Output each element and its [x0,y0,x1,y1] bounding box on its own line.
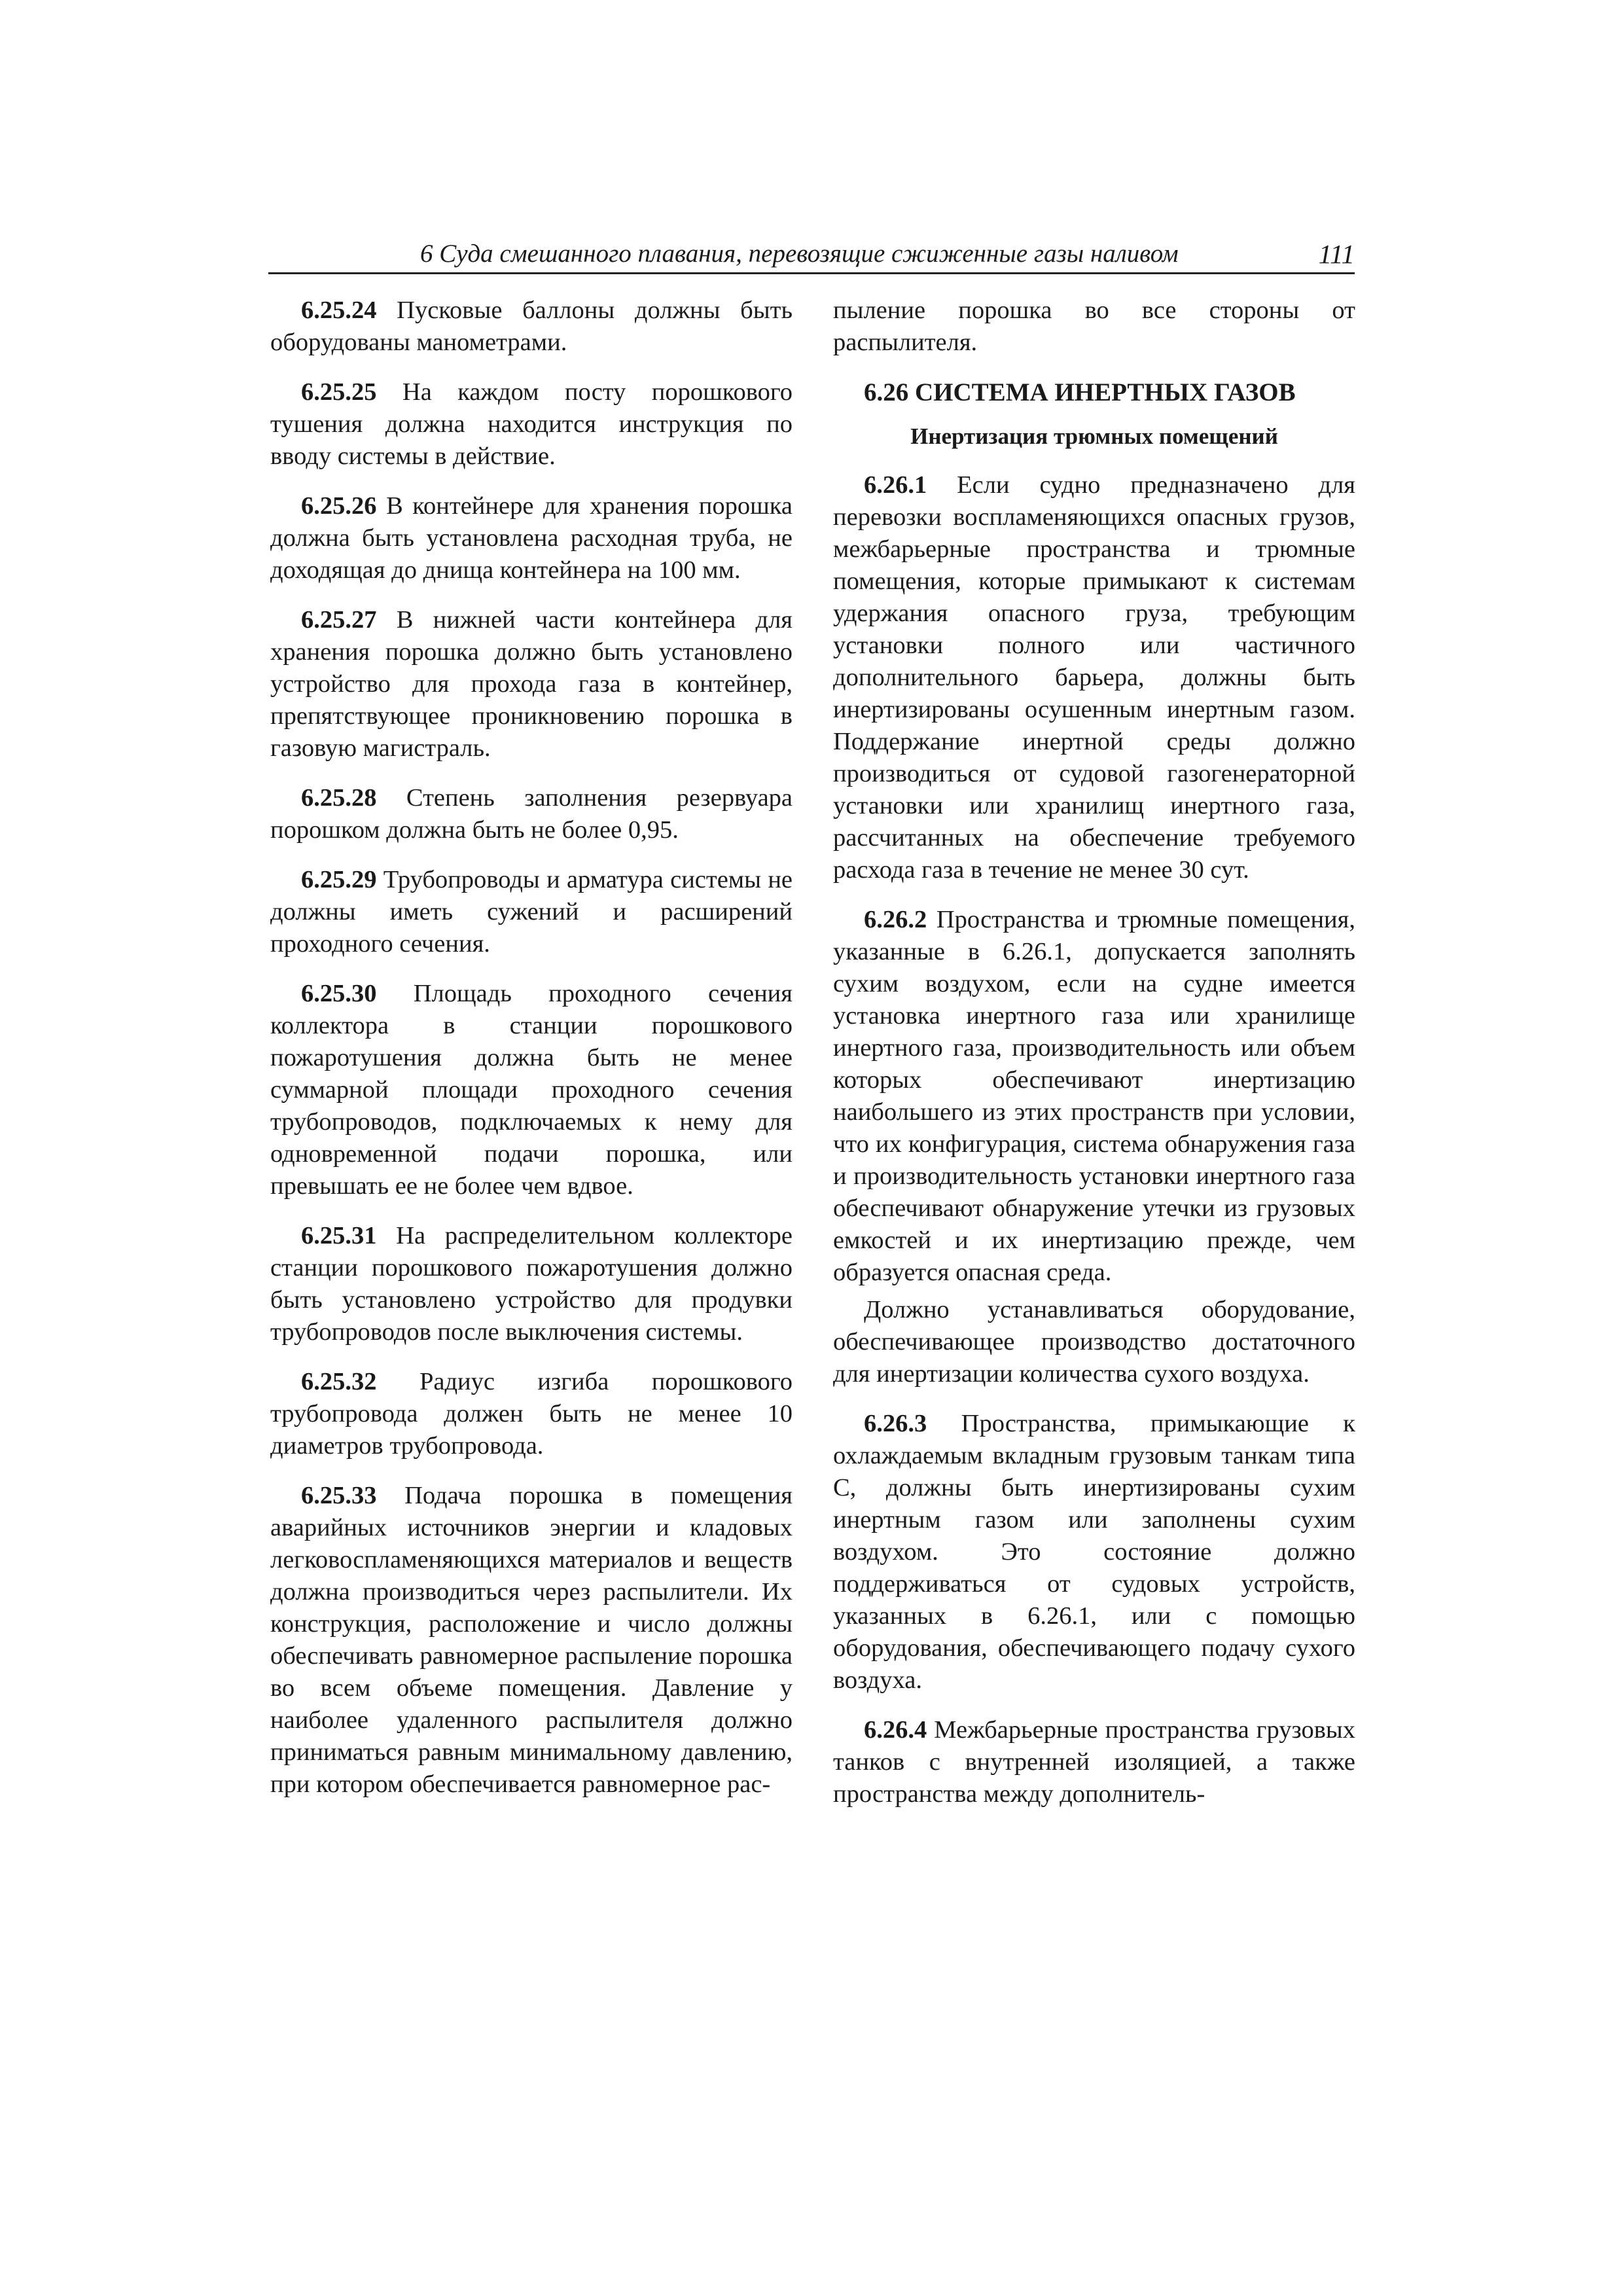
subsection-title: Инертизация трюмных помещений [910,423,1278,449]
paragraph [270,864,793,960]
paragraph [833,1408,1355,1696]
paragraph-text: На каждом посту порошкового тушения должна находится инструкция по вводу системы в действие. [270,378,793,470]
paragraph [833,1714,1355,1810]
paragraph [270,376,793,473]
paragraph-text: Пространства, примыкающие к охлаждаемым вкладным грузовым танкам типа С, должны быть инертизированы сухим инертным газом или заполнены сухим воздухом. Это состояние должно поддерживаться от судовых устройств, указанных в 6.26.1, или с помощью оборудования, обеспечивающего подачу сухого воздуха. [833,1410,1355,1694]
paragraph-text: Степень заполнения резервуара порошком должна быть не более 0,95. [270,784,793,844]
clause-number: 6.26.1 [864,471,927,499]
paragraph [270,295,793,359]
paragraph [270,978,793,1202]
clause-number: 6.25.31 [301,1222,377,1249]
paragraph-text: Пусковые баллоны должны быть оборудованы манометрами. [270,296,793,356]
clause-number: 6.25.25 [301,378,377,406]
paragraph [270,490,793,586]
paragraph-text: Должно устанавливаться оборудование, обеспечивающее производство достаточного для инертизации количества сухого воздуха. [833,1296,1355,1388]
paragraph [833,1294,1355,1390]
clause-number: 6.25.29 [301,866,377,893]
paragraph-text: В контейнере для хранения порошка должна быть установлена расходная труба, не доходящая до днища контейнера на 100 мм. [270,492,793,584]
clause-number: 6.25.32 [301,1368,377,1395]
left-column [270,295,793,1818]
clause-number: 6.25.33 [301,1482,377,1509]
clause-number: 6.25.26 [301,492,377,520]
paragraph [270,1366,793,1462]
section-title: 6.26 СИСТЕМА ИНЕРТНЫХ ГАЗОВ [864,378,1296,406]
clause-number: 6.26.3 [864,1410,927,1437]
clause-number: 6.25.28 [301,784,377,812]
clause-number: 6.26.2 [864,906,927,933]
paragraph-text: Площадь проходного сечения коллектора в станции порошкового пожаротушения должна быть не менее суммарной площади проходного сечения трубопроводов, подключаемых к нему для одновременной подачи порошка, или превышать ее не более чем вдвое. [270,980,793,1200]
running-title: 6 Суда смешанного плавания, перевозящие сжиженные газы наливом [420,240,1179,268]
clause-number: 6.25.30 [301,980,377,1007]
paragraph [833,904,1355,1289]
paragraph-continuation: пыление порошка во все стороны от распылителя. [833,296,1355,356]
page-number: 111 [1318,239,1355,269]
paragraph-text: Трубопроводы и арматура системы не должны иметь сужений и расширений проходного сечения. [270,866,793,958]
clause-number: 6.25.24 [301,296,377,324]
paragraph [270,782,793,846]
paragraph [270,604,793,764]
paragraph [270,1480,793,1801]
page-header [268,240,1355,274]
paragraph-text: Если судно предназначено для перевозки воспламеняющихся опасных грузов, межбарьерные пространства и трюмные помещения, которые примыкают к системам удержания опасного груза, требующим установки полного или частичного дополнительного барьера, должны быть инертизированы осушенным инертным газом. Поддержание инертной среды должно производиться от судовой газогенераторной установки или хранилищ инертного газа, рассчитанных на обеспечение требуемого расхода газа в течение не менее 30 сут. [833,471,1356,884]
paragraph-text: Пространства и трюмные помещения, указанные в 6.26.1, допускается заполнять сухим воздухом, если на судне имеется установка инертного газа или хранилище инертного газа, производительность или объем которых обеспечивают инертизацию наибольшего из этих пространств при условии, что их конфигурация, система обнаружения газа и производительность установки инертного газа обеспечивают обнаружение утечки из грузовых емкостей и их инертизацию прежде, чем образуется опасная среда. [833,906,1355,1286]
paragraph-text: Радиус изгиба порошкового трубопровода должен быть не менее 10 диаметров трубопровода. [270,1368,793,1460]
paragraph-text: В нижней части контейнера для хранения порошка должно быть установлено устройство для прохода газа в контейнер, препятствующее проникновению порошка в газовую магистраль. [270,606,793,762]
paragraph-text: На распределительном коллекторе станции порошкового пожаротушения должно быть установлено устройство для продувки трубопроводов после выключения системы. [270,1222,793,1346]
clause-number: 6.25.27 [301,606,377,634]
paragraph [833,469,1355,886]
paragraph [270,1220,793,1348]
paragraph-text: Межбарьерные пространства грузовых танков с внутренней изоляцией, а также пространства между дополнитель- [833,1716,1355,1808]
clause-number: 6.26.4 [864,1716,927,1744]
right-column [833,295,1355,1828]
paragraph-text: Подача порошка в помещения аварийных источников энергии и кладовых легковоспламеняющихся материалов и веществ должна производиться через распылители. Их конструкция, расположение и число должны обеспечивать равномерное распыление порошка во всем объеме помещения. Давление у наиболее удаленного распылителя должно приниматься равным минимальному давлению, при котором обеспечивается равномерное рас- [270,1482,793,1798]
